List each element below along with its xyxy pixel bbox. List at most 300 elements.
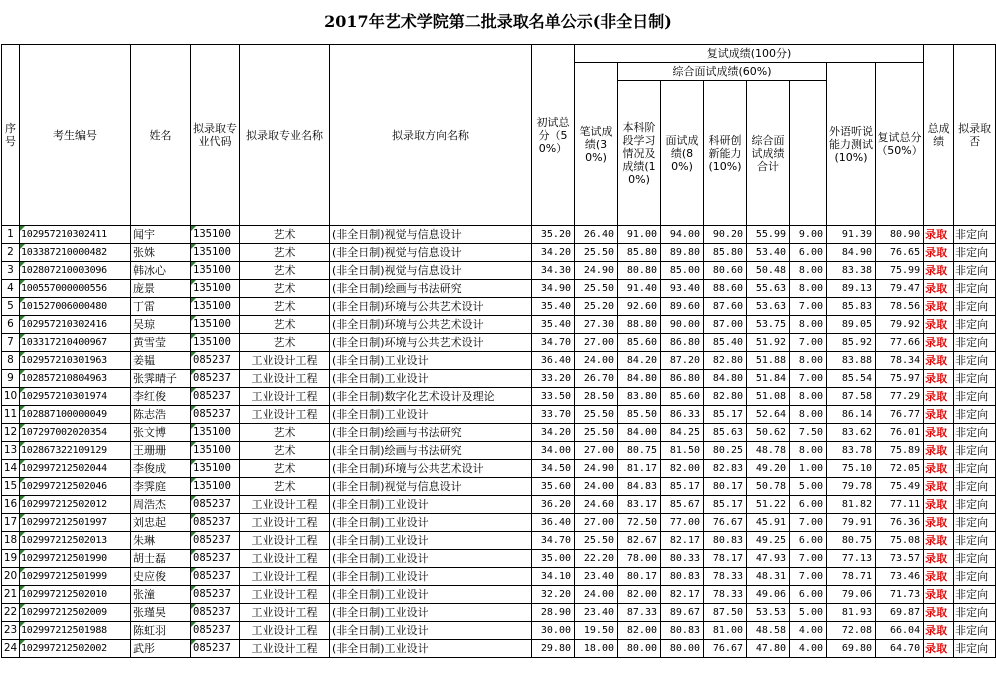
undergrad-score-cell: 88.80 [618, 316, 661, 334]
retest-total-cell: 85.54 [827, 370, 876, 388]
name-cell: 韩冰心 [131, 262, 191, 280]
admitted-cell: 录取 [924, 442, 954, 460]
table-row [2, 460, 996, 478]
exam-id-cell: 102997212501999 [20, 568, 131, 586]
interview-total-cell: 53.40 [747, 244, 790, 262]
table-row [2, 370, 996, 388]
retest-total-cell: 79.78 [827, 478, 876, 496]
major-code-cell: 085237 [191, 550, 240, 568]
exam-id-cell: 102997212501990 [20, 550, 131, 568]
major-name-cell: 艺术 [240, 298, 330, 316]
direction-cell: (非全日制)视觉与信息设计 [330, 244, 532, 262]
admitted-cell: 录取 [924, 406, 954, 424]
undergrad-score-cell: 84.00 [618, 424, 661, 442]
interview-score-cell: 89.80 [661, 244, 704, 262]
category-cell: 非定向 [954, 460, 996, 478]
total-score-cell: 80.90 [876, 226, 924, 244]
direction-cell: (非全日制)工业设计 [330, 568, 532, 586]
retest-total-cell: 89.13 [827, 280, 876, 298]
exam-id-cell: 102807210003096 [20, 262, 131, 280]
language-score-cell: 7.00 [790, 514, 827, 532]
major-code-cell: 135100 [191, 442, 240, 460]
exam-id-cell: 102997212502012 [20, 496, 131, 514]
written-score-cell: 25.50 [575, 532, 618, 550]
exam-id-cell: 101527006000480 [20, 298, 131, 316]
language-score-cell: 7.00 [790, 550, 827, 568]
language-score-cell: 8.00 [790, 316, 827, 334]
major-name-cell: 艺术 [240, 280, 330, 298]
prelim-score-cell: 34.00 [532, 442, 575, 460]
retest-total-cell: 75.10 [827, 460, 876, 478]
major-name-cell: 工业设计工程 [240, 640, 330, 658]
research-score-cell: 87.00 [704, 316, 747, 334]
interview-total-cell: 53.53 [747, 604, 790, 622]
major-code-cell: 085237 [191, 388, 240, 406]
category-cell: 非定向 [954, 442, 996, 460]
language-score-cell: 6.00 [790, 244, 827, 262]
major-code-cell: 085237 [191, 568, 240, 586]
interview-total-cell: 51.88 [747, 352, 790, 370]
interview-score-cell: 84.25 [661, 424, 704, 442]
seq-cell: 5 [2, 298, 20, 316]
table-row [2, 568, 996, 586]
direction-cell: (非全日制)环境与公共艺术设计 [330, 460, 532, 478]
interview-score-cell: 80.33 [661, 550, 704, 568]
exam-id-cell: 103387210000482 [20, 244, 131, 262]
name-cell: 张姝 [131, 244, 191, 262]
seq-cell: 17 [2, 514, 20, 532]
interview-total-cell: 47.80 [747, 640, 790, 658]
written-score-cell: 26.40 [575, 226, 618, 244]
undergrad-score-cell: 80.75 [618, 442, 661, 460]
retest-total-cell: 83.88 [827, 352, 876, 370]
retest-total-cell: 79.91 [827, 514, 876, 532]
undergrad-score-cell: 82.67 [618, 532, 661, 550]
interview-score-cell: 85.00 [661, 262, 704, 280]
retest-total-cell: 83.38 [827, 262, 876, 280]
total-score-cell: 79.92 [876, 316, 924, 334]
name-cell: 武彤 [131, 640, 191, 658]
seq-cell: 13 [2, 442, 20, 460]
direction-cell: (非全日制)视觉与信息设计 [330, 226, 532, 244]
seq-cell: 20 [2, 568, 20, 586]
language-score-cell: 8.00 [790, 262, 827, 280]
category-cell: 非定向 [954, 280, 996, 298]
language-score-cell: 8.00 [790, 406, 827, 424]
total-score-cell: 77.66 [876, 334, 924, 352]
interview-total-cell: 49.25 [747, 532, 790, 550]
written-score-cell: 19.50 [575, 622, 618, 640]
interview-score-cell: 86.80 [661, 334, 704, 352]
seq-cell: 4 [2, 280, 20, 298]
interview-total-cell: 50.62 [747, 424, 790, 442]
major-name-cell: 工业设计工程 [240, 406, 330, 424]
admitted-cell: 录取 [924, 226, 954, 244]
total-score-cell: 73.57 [876, 550, 924, 568]
interview-score-cell: 82.00 [661, 460, 704, 478]
table-row [2, 334, 996, 352]
research-score-cell: 85.63 [704, 424, 747, 442]
page-title: 2017年艺术学院第二批录取名单公示(非全日制) [324, 12, 672, 31]
category-cell: 非定向 [954, 388, 996, 406]
exam-id-cell: 102867322109129 [20, 442, 131, 460]
exam-id-cell: 107297002020354 [20, 424, 131, 442]
undergrad-score-cell: 83.80 [618, 388, 661, 406]
interview-total-cell: 50.78 [747, 478, 790, 496]
name-cell: 周浩杰 [131, 496, 191, 514]
exam-id-cell: 102857210804963 [20, 370, 131, 388]
exam-id-cell: 102997212502002 [20, 640, 131, 658]
written-score-cell: 25.50 [575, 406, 618, 424]
admitted-cell: 录取 [924, 244, 954, 262]
major-code-cell: 135100 [191, 424, 240, 442]
admitted-cell: 录取 [924, 514, 954, 532]
table-row [2, 640, 996, 658]
header-research: 科研创新能力(10%) [704, 81, 747, 226]
prelim-score-cell: 36.40 [532, 514, 575, 532]
major-name-cell: 艺术 [240, 262, 330, 280]
total-score-cell: 76.65 [876, 244, 924, 262]
undergrad-score-cell: 85.80 [618, 244, 661, 262]
exam-id-cell: 102957210301974 [20, 388, 131, 406]
header-name: 姓名 [131, 45, 191, 226]
category-cell: 非定向 [954, 424, 996, 442]
interview-score-cell: 94.00 [661, 226, 704, 244]
prelim-score-cell: 34.70 [532, 532, 575, 550]
major-name-cell: 艺术 [240, 478, 330, 496]
table-row [2, 550, 996, 568]
seq-cell: 14 [2, 460, 20, 478]
interview-total-cell: 51.22 [747, 496, 790, 514]
major-code-cell: 135100 [191, 244, 240, 262]
header-admitted: 拟录取否 [954, 45, 996, 226]
undergrad-score-cell: 84.20 [618, 352, 661, 370]
language-score-cell: 4.00 [790, 640, 827, 658]
research-score-cell: 88.60 [704, 280, 747, 298]
name-cell: 张霁晴子 [131, 370, 191, 388]
seq-cell: 6 [2, 316, 20, 334]
prelim-score-cell: 35.40 [532, 298, 575, 316]
total-score-cell: 75.99 [876, 262, 924, 280]
major-code-cell: 085237 [191, 406, 240, 424]
retest-total-cell: 81.82 [827, 496, 876, 514]
header-prelim: 初试总分（50%） [532, 45, 575, 226]
language-score-cell: 8.00 [790, 280, 827, 298]
interview-total-cell: 50.48 [747, 262, 790, 280]
seq-cell: 8 [2, 352, 20, 370]
total-score-cell: 71.73 [876, 586, 924, 604]
direction-cell: (非全日制)工业设计 [330, 640, 532, 658]
category-cell: 非定向 [954, 298, 996, 316]
written-score-cell: 26.70 [575, 370, 618, 388]
prelim-score-cell: 33.20 [532, 370, 575, 388]
major-name-cell: 工业设计工程 [240, 550, 330, 568]
name-cell: 黄雪莹 [131, 334, 191, 352]
prelim-score-cell: 34.90 [532, 280, 575, 298]
exam-id-cell: 102957210302411 [20, 226, 131, 244]
total-score-cell: 77.29 [876, 388, 924, 406]
major-code-cell: 085237 [191, 352, 240, 370]
research-score-cell: 76.67 [704, 514, 747, 532]
table-row [2, 424, 996, 442]
direction-cell: (非全日制)工业设计 [330, 604, 532, 622]
prelim-score-cell: 35.40 [532, 316, 575, 334]
exam-id-cell: 102997212502046 [20, 478, 131, 496]
total-score-cell: 73.46 [876, 568, 924, 586]
header-written: 笔试成绩(30%) [575, 63, 618, 226]
category-cell: 非定向 [954, 640, 996, 658]
seq-cell: 11 [2, 406, 20, 424]
seq-cell: 1 [2, 226, 20, 244]
total-score-cell: 66.04 [876, 622, 924, 640]
seq-cell: 24 [2, 640, 20, 658]
major-code-cell: 135100 [191, 226, 240, 244]
direction-cell: (非全日制)工业设计 [330, 352, 532, 370]
interview-score-cell: 85.67 [661, 496, 704, 514]
major-code-cell: 085237 [191, 622, 240, 640]
admitted-cell: 录取 [924, 550, 954, 568]
admitted-cell: 录取 [924, 478, 954, 496]
prelim-score-cell: 35.20 [532, 226, 575, 244]
research-score-cell: 80.25 [704, 442, 747, 460]
undergrad-score-cell: 91.00 [618, 226, 661, 244]
retest-total-cell: 84.90 [827, 244, 876, 262]
research-score-cell: 90.20 [704, 226, 747, 244]
research-score-cell: 85.40 [704, 334, 747, 352]
research-score-cell: 80.83 [704, 532, 747, 550]
direction-cell: (非全日制)绘画与书法研究 [330, 424, 532, 442]
language-score-cell: 7.50 [790, 424, 827, 442]
interview-total-cell: 48.31 [747, 568, 790, 586]
major-code-cell: 135100 [191, 334, 240, 352]
table-row [2, 478, 996, 496]
admitted-cell: 录取 [924, 622, 954, 640]
research-score-cell: 85.17 [704, 496, 747, 514]
seq-cell: 15 [2, 478, 20, 496]
name-cell: 李俊成 [131, 460, 191, 478]
admitted-cell: 录取 [924, 298, 954, 316]
direction-cell: (非全日制)视觉与信息设计 [330, 262, 532, 280]
undergrad-score-cell: 78.00 [618, 550, 661, 568]
retest-total-cell: 81.93 [827, 604, 876, 622]
interview-score-cell: 89.67 [661, 604, 704, 622]
undergrad-score-cell: 85.60 [618, 334, 661, 352]
undergrad-score-cell: 85.50 [618, 406, 661, 424]
prelim-score-cell: 32.20 [532, 586, 575, 604]
direction-cell: (非全日制)环境与公共艺术设计 [330, 298, 532, 316]
retest-total-cell: 79.06 [827, 586, 876, 604]
seq-cell: 10 [2, 388, 20, 406]
research-score-cell: 80.60 [704, 262, 747, 280]
header-major-name: 拟录取专业名称 [240, 45, 330, 226]
admitted-cell: 录取 [924, 496, 954, 514]
total-score-cell: 79.47 [876, 280, 924, 298]
retest-total-cell: 83.78 [827, 442, 876, 460]
header-total: 总成绩 [924, 45, 954, 226]
seq-cell: 21 [2, 586, 20, 604]
category-cell: 非定向 [954, 586, 996, 604]
exam-id-cell: 102997212502010 [20, 586, 131, 604]
interview-score-cell: 81.50 [661, 442, 704, 460]
table-row [2, 496, 996, 514]
written-score-cell: 25.20 [575, 298, 618, 316]
major-code-cell: 085237 [191, 532, 240, 550]
major-name-cell: 工业设计工程 [240, 604, 330, 622]
name-cell: 吴琼 [131, 316, 191, 334]
seq-cell: 19 [2, 550, 20, 568]
table-row [2, 406, 996, 424]
direction-cell: (非全日制)工业设计 [330, 622, 532, 640]
admitted-cell: 录取 [924, 460, 954, 478]
direction-cell: (非全日制)工业设计 [330, 406, 532, 424]
major-name-cell: 工业设计工程 [240, 568, 330, 586]
retest-total-cell: 89.05 [827, 316, 876, 334]
header-exam-id: 考生编号 [20, 45, 131, 226]
retest-total-cell: 85.92 [827, 334, 876, 352]
major-name-cell: 工业设计工程 [240, 388, 330, 406]
header-interview: 面试成绩(80%) [661, 81, 704, 226]
undergrad-score-cell: 83.17 [618, 496, 661, 514]
major-code-cell: 085237 [191, 640, 240, 658]
retest-total-cell: 80.75 [827, 532, 876, 550]
interview-score-cell: 80.83 [661, 622, 704, 640]
major-code-cell: 135100 [191, 298, 240, 316]
admitted-cell: 录取 [924, 388, 954, 406]
major-code-cell: 085237 [191, 604, 240, 622]
table-row [2, 514, 996, 532]
exam-id-cell: 100557000000556 [20, 280, 131, 298]
language-score-cell: 1.00 [790, 460, 827, 478]
undergrad-score-cell: 84.83 [618, 478, 661, 496]
total-score-cell: 72.05 [876, 460, 924, 478]
interview-total-cell: 51.92 [747, 334, 790, 352]
admitted-cell: 录取 [924, 352, 954, 370]
admitted-cell: 录取 [924, 424, 954, 442]
written-score-cell: 27.00 [575, 442, 618, 460]
major-code-cell: 135100 [191, 280, 240, 298]
seq-cell: 7 [2, 334, 20, 352]
undergrad-score-cell: 82.00 [618, 622, 661, 640]
table-row [2, 622, 996, 640]
total-score-cell: 76.01 [876, 424, 924, 442]
admitted-cell: 录取 [924, 370, 954, 388]
direction-cell: (非全日制)工业设计 [330, 370, 532, 388]
interview-score-cell: 77.00 [661, 514, 704, 532]
undergrad-score-cell: 81.17 [618, 460, 661, 478]
major-name-cell: 艺术 [240, 316, 330, 334]
table-row [2, 586, 996, 604]
interview-total-cell: 55.63 [747, 280, 790, 298]
prelim-score-cell: 36.20 [532, 496, 575, 514]
category-cell: 非定向 [954, 244, 996, 262]
seq-cell: 16 [2, 496, 20, 514]
major-code-cell: 085237 [191, 514, 240, 532]
table-row [2, 388, 996, 406]
header-seq: 序号 [2, 45, 20, 226]
written-score-cell: 23.40 [575, 604, 618, 622]
written-score-cell: 24.00 [575, 586, 618, 604]
name-cell: 陈志浩 [131, 406, 191, 424]
interview-score-cell: 87.20 [661, 352, 704, 370]
undergrad-score-cell: 80.17 [618, 568, 661, 586]
name-cell: 李霁庭 [131, 478, 191, 496]
seq-cell: 2 [2, 244, 20, 262]
category-cell: 非定向 [954, 478, 996, 496]
written-score-cell: 24.90 [575, 460, 618, 478]
name-cell: 史应俊 [131, 568, 191, 586]
retest-total-cell: 77.13 [827, 550, 876, 568]
total-score-cell: 64.70 [876, 640, 924, 658]
written-score-cell: 18.00 [575, 640, 618, 658]
prelim-score-cell: 35.00 [532, 550, 575, 568]
research-score-cell: 85.17 [704, 406, 747, 424]
exam-id-cell: 102887100000049 [20, 406, 131, 424]
name-cell: 王珊珊 [131, 442, 191, 460]
exam-id-cell: 102957210301963 [20, 352, 131, 370]
research-score-cell: 85.80 [704, 244, 747, 262]
written-score-cell: 23.40 [575, 568, 618, 586]
interview-score-cell: 80.83 [661, 568, 704, 586]
direction-cell: (非全日制)工业设计 [330, 550, 532, 568]
interview-score-cell: 82.17 [661, 532, 704, 550]
header-undergrad: 本科阶段学习情况及成绩(10%) [618, 81, 661, 226]
exam-id-cell: 102997212502044 [20, 460, 131, 478]
direction-cell: (非全日制)绘画与书法研究 [330, 280, 532, 298]
name-cell: 陈虹羽 [131, 622, 191, 640]
admitted-cell: 录取 [924, 316, 954, 334]
table-row [2, 442, 996, 460]
category-cell: 非定向 [954, 226, 996, 244]
major-name-cell: 艺术 [240, 442, 330, 460]
major-code-cell: 135100 [191, 316, 240, 334]
category-cell: 非定向 [954, 568, 996, 586]
admitted-cell: 录取 [924, 532, 954, 550]
name-cell: 庞景 [131, 280, 191, 298]
name-cell: 张瑾昊 [131, 604, 191, 622]
direction-cell: (非全日制)环境与公共艺术设计 [330, 334, 532, 352]
exam-id-cell: 102997212502009 [20, 604, 131, 622]
research-score-cell: 80.17 [704, 478, 747, 496]
header-direction: 拟录取方向名称 [330, 45, 532, 226]
research-score-cell: 76.67 [704, 640, 747, 658]
undergrad-score-cell: 72.50 [618, 514, 661, 532]
header-major-code: 拟录取专业代码 [191, 45, 240, 226]
retest-total-cell: 72.08 [827, 622, 876, 640]
language-score-cell: 6.00 [790, 586, 827, 604]
exam-id-cell: 102997212501988 [20, 622, 131, 640]
major-name-cell: 工业设计工程 [240, 622, 330, 640]
admitted-cell: 录取 [924, 568, 954, 586]
retest-total-cell: 86.14 [827, 406, 876, 424]
name-cell: 闻宇 [131, 226, 191, 244]
name-cell: 朱琳 [131, 532, 191, 550]
exam-id-cell: 102997212501997 [20, 514, 131, 532]
total-score-cell: 76.77 [876, 406, 924, 424]
seq-cell: 3 [2, 262, 20, 280]
major-name-cell: 工业设计工程 [240, 532, 330, 550]
prelim-score-cell: 34.30 [532, 262, 575, 280]
retest-total-cell: 85.83 [827, 298, 876, 316]
written-score-cell: 27.00 [575, 334, 618, 352]
language-score-cell: 8.00 [790, 388, 827, 406]
written-score-cell: 25.50 [575, 280, 618, 298]
category-cell: 非定向 [954, 550, 996, 568]
interview-total-cell: 55.99 [747, 226, 790, 244]
admission-table [1, 44, 996, 658]
prelim-score-cell: 33.70 [532, 406, 575, 424]
exam-id-cell: 102957210302416 [20, 316, 131, 334]
name-cell: 胡士磊 [131, 550, 191, 568]
